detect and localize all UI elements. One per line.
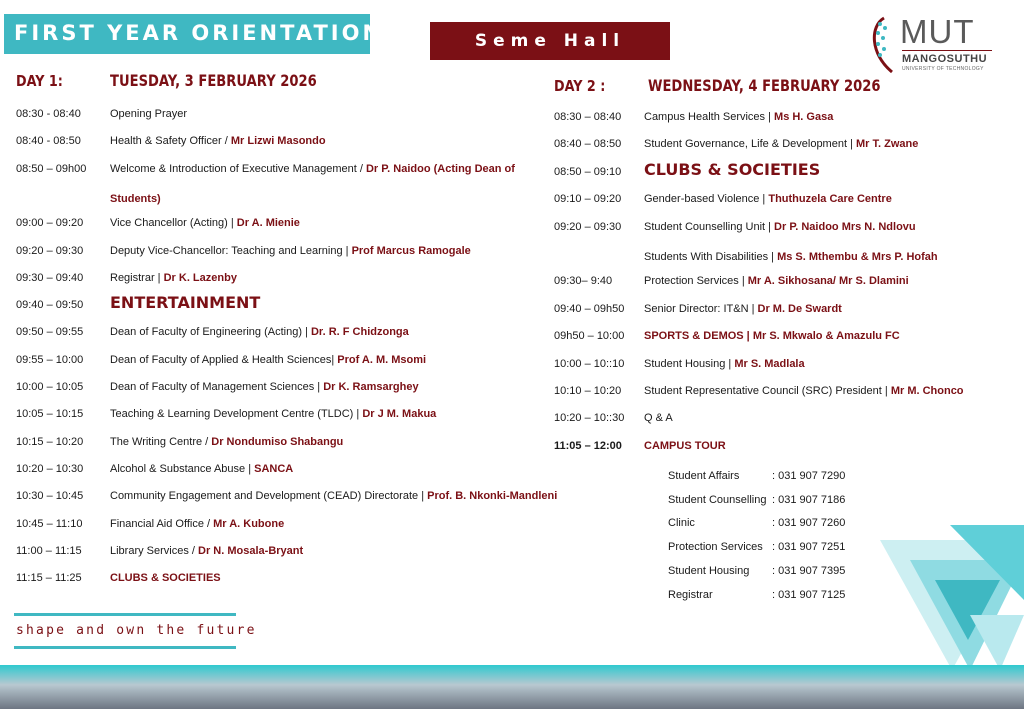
presenter-name: Mr A. Kubone xyxy=(213,517,285,530)
presenter-name: Prof A. M. Msomi xyxy=(337,353,427,366)
item-description xyxy=(110,104,187,124)
presenter-name: Dr A. Mienie xyxy=(236,217,300,230)
time-slot: 08:30 – 08:40 xyxy=(554,111,622,123)
item-text: Dean of Faculty of Management Sciences | xyxy=(110,381,324,393)
footer-bar xyxy=(0,665,1024,709)
item-text: Library Services / xyxy=(110,544,199,557)
time-slot: 08:50 – 09:10 xyxy=(554,165,622,178)
contact-phone: : 031 907 7251 xyxy=(772,541,846,554)
schedule-row xyxy=(16,104,556,124)
logo-divider xyxy=(902,50,992,51)
contact-phone: : 031 907 7125 xyxy=(772,588,846,601)
time-slot: 10:20 – 10::30 xyxy=(554,412,625,425)
schedule-row xyxy=(16,377,556,397)
item-text: Student Governance, Life & Development | xyxy=(644,138,856,151)
time-slot: 08:30 - 08:40 xyxy=(16,108,81,120)
time-slot: 08:40 - 08:50 xyxy=(16,135,81,148)
logo-subtitle: UNIVERSITY OF TECHNOLOGY xyxy=(902,66,984,72)
presenter-name: Dr K. Ramsarghey xyxy=(323,381,419,393)
time-slot: 10:15 – 10:20 xyxy=(16,435,84,448)
schedule-row xyxy=(16,241,556,261)
presenter-name: Ms S. Mthembu & Mrs P. Hofah xyxy=(777,251,938,263)
time-slot: 08:50 – 09h00 xyxy=(16,162,87,175)
item-text: Student Representative Council (SRC) President | xyxy=(644,385,891,397)
contact-phone: : 031 907 7395 xyxy=(772,564,846,577)
presenter-name: Mr S. Madlala xyxy=(734,357,805,370)
item-text: Opening Prayer xyxy=(110,108,188,120)
item-text: Student Counselling Unit | xyxy=(644,220,775,233)
item-description xyxy=(644,299,842,319)
time-slot: 09:20 – 09:30 xyxy=(16,244,84,257)
item-text: Health & Safety Officer / xyxy=(110,135,231,148)
time-slot: 10:30 – 10:45 xyxy=(16,490,84,503)
item-text: Community Engagement and Development (CEAD) Directorate | xyxy=(110,490,428,503)
contact-row xyxy=(668,585,868,605)
presenter-name: Mr A. Sikhosana/ Mr S. Dlamini xyxy=(747,275,909,288)
section-heading: CLUBS & SOCIETIES xyxy=(644,159,821,179)
schedule-row xyxy=(16,514,556,534)
time-slot: 09:40 – 09h50 xyxy=(554,302,625,315)
presenter-name: SANCA xyxy=(254,462,294,475)
item-description xyxy=(644,217,916,237)
item-description xyxy=(110,131,326,151)
time-slot: 09:30– 9:40 xyxy=(554,275,613,288)
contact-row xyxy=(668,490,868,510)
day1-label: DAY 1: xyxy=(16,72,63,90)
time-slot: 09:30 – 09:40 xyxy=(16,271,84,284)
time-slot: 09:40 – 09:50 xyxy=(16,299,84,312)
item-description xyxy=(644,189,892,209)
logo-emblem-icon xyxy=(862,14,896,74)
presenter-name: Mr Lizwi Masondo xyxy=(230,135,326,148)
item-description xyxy=(110,541,303,561)
time-slot: 10:00 – 10::10 xyxy=(554,357,625,370)
presenter-name: Dr P. Naidoo (Acting Dean of xyxy=(365,162,515,175)
item-text: Student Housing | xyxy=(644,357,735,370)
contact-row xyxy=(668,561,868,581)
time-slot: 10:20 – 10:30 xyxy=(16,462,84,475)
page-title: FIRST YEAR ORIENTATION xyxy=(14,21,384,45)
schedule-row xyxy=(554,217,1024,237)
time-slot: 11:05 – 12:00 xyxy=(554,439,622,452)
item-description xyxy=(110,322,409,342)
presenter-name: SPORTS & DEMOS | Mr S. Mkwalo & Amazulu FC xyxy=(644,330,900,343)
item-text: Q & A xyxy=(644,412,673,425)
item-description xyxy=(110,514,284,534)
venue-label: Seme Hall xyxy=(474,31,626,51)
time-slot: 10:45 – 11:10 xyxy=(16,517,83,530)
time-slot: 09:55 – 10:00 xyxy=(16,353,84,366)
schedule-row xyxy=(16,486,556,506)
item-description xyxy=(644,381,964,401)
contact-row xyxy=(668,466,868,486)
item-text: Registrar | xyxy=(110,271,164,284)
contact-phone: : 031 907 7290 xyxy=(772,470,846,482)
presenter-name: Dr P. Naidoo Mrs N. Ndlovu xyxy=(774,220,916,233)
time-slot: 09:00 – 09:20 xyxy=(16,217,84,230)
item-text: Welcome & Introduction of Executive Management / xyxy=(110,162,366,175)
schedule-row xyxy=(16,268,556,288)
schedule-row xyxy=(16,459,556,479)
schedule-row xyxy=(16,541,556,561)
item-text: Protection Services | xyxy=(644,275,748,288)
tagline-top-rule xyxy=(14,613,236,616)
section-heading: ENTERTAINMENT xyxy=(110,293,261,313)
presenter-name: Dr M. De Swardt xyxy=(757,302,842,315)
contact-phone: : 031 907 7186 xyxy=(772,493,846,506)
time-slot: 09:20 – 09:30 xyxy=(554,220,622,233)
item-description xyxy=(110,432,343,452)
schedule-row xyxy=(554,159,1024,182)
item-description xyxy=(644,326,900,346)
university-logo xyxy=(862,14,998,74)
presenter-name: Dr J M. Makua xyxy=(362,408,437,421)
item-description xyxy=(644,107,833,127)
item-continuation xyxy=(644,247,938,267)
schedule-row xyxy=(16,295,556,315)
time-slot: 10:10 – 10:20 xyxy=(554,385,622,397)
schedule-row xyxy=(16,131,556,151)
presenter-name: Thuthuzela Care Centre xyxy=(768,193,892,206)
contact-name: Student Affairs xyxy=(668,470,740,482)
schedule-row xyxy=(16,159,556,179)
presenter-name: Prof. B. Nkonki-Mandleni xyxy=(427,490,558,503)
item-text: Dean of Faculty of Applied & Health Sciences| xyxy=(110,353,338,366)
schedule-row xyxy=(554,299,1024,319)
time-slot: 08:40 – 08:50 xyxy=(554,138,622,151)
item-description xyxy=(110,486,557,506)
time-slot: 11:15 – 11:25 xyxy=(16,572,82,585)
tagline: shape and own the future xyxy=(16,623,257,638)
time-slot: 09:50 – 09:55 xyxy=(16,326,84,339)
contact-name: Student Counselling xyxy=(668,493,767,506)
schedule-row xyxy=(554,107,1024,127)
schedule-row xyxy=(16,350,556,370)
item-description xyxy=(644,354,805,374)
schedule-row xyxy=(16,213,556,233)
schedule-row xyxy=(16,432,556,452)
title-banner xyxy=(4,14,384,54)
contact-name: Student Housing xyxy=(668,564,750,577)
decorative-triangles xyxy=(840,520,1024,670)
schedule-row xyxy=(554,189,1024,209)
presenter-name: Dr Nondumiso Shabangu xyxy=(211,435,344,448)
schedule-row xyxy=(554,271,1024,291)
schedule-row xyxy=(16,568,556,588)
item-description xyxy=(110,268,237,288)
day1-date: TUESDAY, 3 FEBRUARY 2026 xyxy=(110,71,317,90)
item-text: Senior Director: IT&N | xyxy=(644,302,758,315)
contact-phone: : 031 907 7260 xyxy=(772,517,846,530)
time-slot: 10:05 – 10:15 xyxy=(16,408,84,421)
presenter-name: Dr K. Lazenby xyxy=(163,271,237,284)
item-text: The Writing Centre / xyxy=(110,435,212,448)
schedule-row xyxy=(554,354,1024,374)
item-text: Vice Chancellor (Acting) | xyxy=(110,217,237,230)
item-text: Teaching & Learning Development Centre (TLDC) | xyxy=(110,408,363,421)
time-slot: 11:00 – 11:15 xyxy=(16,544,82,557)
presenter-name: Dr. R. F Chidzonga xyxy=(310,326,409,339)
schedule-row xyxy=(554,436,1024,456)
item-description xyxy=(644,134,918,154)
schedule-row xyxy=(554,381,1024,401)
contact-row xyxy=(668,513,868,533)
item-text: Deputy Vice-Chancellor: Teaching and Learning | xyxy=(110,244,352,257)
item-text: Campus Health Services | xyxy=(644,111,775,123)
tagline-bottom-rule xyxy=(14,646,236,649)
logo-name: MANGOSUTHU xyxy=(902,53,988,65)
item-description xyxy=(110,459,293,479)
contact-name: Registrar xyxy=(668,588,713,601)
contact-row xyxy=(668,537,868,557)
item-text: Alcohol & Substance Abuse | xyxy=(110,462,255,475)
item-continuation xyxy=(110,189,161,209)
item-description xyxy=(110,377,419,397)
item-text: Dean of Faculty of Engineering (Acting) | xyxy=(110,326,311,339)
contact-name: Protection Services xyxy=(668,541,763,554)
item-description xyxy=(110,213,300,233)
item-text: Gender-based Violence | xyxy=(644,193,769,206)
day2-label: DAY 2 : xyxy=(554,77,606,95)
item-text: Students With Disabilities | xyxy=(644,251,778,263)
presenter-name: Mr M. Chonco xyxy=(890,385,964,397)
logo-mark: MUT xyxy=(900,13,975,50)
item-heading: CAMPUS TOUR xyxy=(644,439,726,452)
presenter-name: Dr N. Mosala-Bryant xyxy=(198,544,304,557)
presenter-name: Prof Marcus Ramogale xyxy=(351,244,471,257)
item-description xyxy=(110,241,471,261)
presenter-name: Students) xyxy=(110,192,161,205)
item-description xyxy=(110,350,426,370)
schedule-row xyxy=(16,404,556,424)
item-text: Financial Aid Office / xyxy=(110,517,214,530)
contact-name: Clinic xyxy=(668,517,695,530)
schedule-row xyxy=(554,408,1024,428)
item-description xyxy=(110,404,436,424)
venue-banner xyxy=(430,22,670,60)
schedule-row xyxy=(16,322,556,342)
presenter-name: Mr T. Zwane xyxy=(855,138,919,151)
presenter-name: Ms H. Gasa xyxy=(774,111,834,123)
item-description xyxy=(644,408,673,428)
time-slot: 09h50 – 10:00 xyxy=(554,330,625,343)
time-slot: 09:10 – 09:20 xyxy=(554,193,622,206)
item-description xyxy=(110,159,515,179)
schedule-row xyxy=(554,326,1024,346)
item-description xyxy=(644,271,909,291)
time-slot: 10:00 – 10:05 xyxy=(16,381,84,393)
day2-date: WEDNESDAY, 4 FEBRUARY 2026 xyxy=(648,76,881,95)
item-heading: CLUBS & SOCIETIES xyxy=(110,572,221,585)
schedule-row xyxy=(554,134,1024,154)
